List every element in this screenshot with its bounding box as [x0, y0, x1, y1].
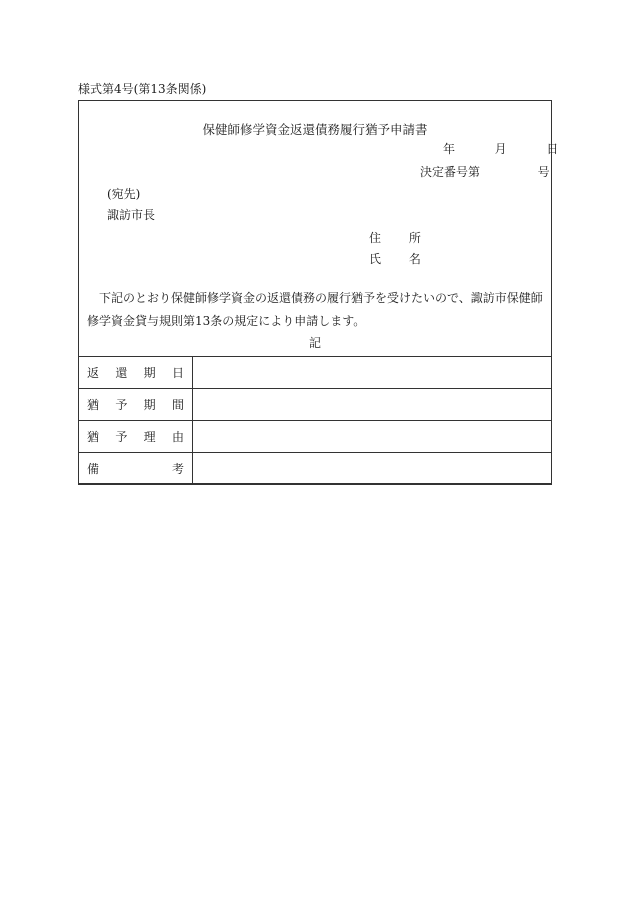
table-row-deferral-period — [79, 389, 552, 421]
details-table — [78, 356, 552, 485]
row-label-char: 猶 — [87, 398, 100, 412]
row-label-char: 間 — [171, 398, 184, 412]
row-label-chars — [87, 364, 184, 381]
table-row-repayment-date — [79, 357, 552, 389]
applicant-address-label — [369, 229, 433, 246]
table-row-deferral-reason — [79, 421, 552, 453]
row-label — [79, 453, 193, 485]
date-day-label: 日 — [546, 142, 559, 156]
date-month-label: 月 — [494, 142, 507, 156]
row-label-char: 期 — [143, 366, 156, 380]
row-label-char: 還 — [115, 366, 128, 380]
row-label-char: 返 — [87, 366, 100, 380]
row-value-field[interactable] — [193, 453, 552, 485]
ki-marker: 記 — [308, 336, 321, 350]
name-label-text: 氏 名 — [369, 252, 433, 266]
row-label-char: 予 — [115, 398, 128, 412]
row-label-char: 予 — [115, 430, 128, 444]
row-value-field[interactable] — [193, 389, 552, 421]
decision-number-line — [420, 163, 550, 180]
address-label-text: 住 所 — [369, 231, 433, 245]
row-label-chars — [87, 460, 184, 477]
row-label — [79, 421, 193, 453]
document-title: 保健師修学資金返還債務履行猶予申請書 — [202, 122, 428, 137]
row-label-chars — [87, 396, 184, 413]
row-label — [79, 357, 193, 389]
row-value-field[interactable] — [193, 421, 552, 453]
decision-number-prefix: 決定番号第 — [420, 165, 481, 179]
date-year-label: 年 — [443, 142, 456, 156]
row-label-char: 猶 — [87, 430, 100, 444]
row-label-char: 由 — [171, 430, 184, 444]
row-label-char: 日 — [171, 366, 184, 380]
row-value-field[interactable] — [193, 357, 552, 389]
row-label-char: 備 — [87, 462, 100, 476]
form-number-label: 様式第4号(第13条関係) — [78, 82, 207, 96]
row-label-char: 考 — [171, 462, 184, 476]
application-statement: 下記のとおり保健師修学資金の返還債務の履行猶予を受けたいので、諏訪市保健師修学資金貸与規則第13条の規定により申請します。 — [87, 291, 543, 328]
addressee-name: 諏訪市長 — [107, 208, 156, 222]
row-label-char: 理 — [143, 430, 156, 444]
date-line — [443, 140, 558, 157]
application-form — [78, 100, 559, 484]
applicant-name-label — [369, 250, 433, 267]
row-label — [79, 389, 193, 421]
table-row-remarks — [79, 453, 552, 485]
decision-number-suffix: 号 — [537, 165, 550, 179]
row-label-chars — [87, 428, 184, 445]
row-label-char: 期 — [143, 398, 156, 412]
addressee-note: (宛先) — [107, 187, 141, 201]
